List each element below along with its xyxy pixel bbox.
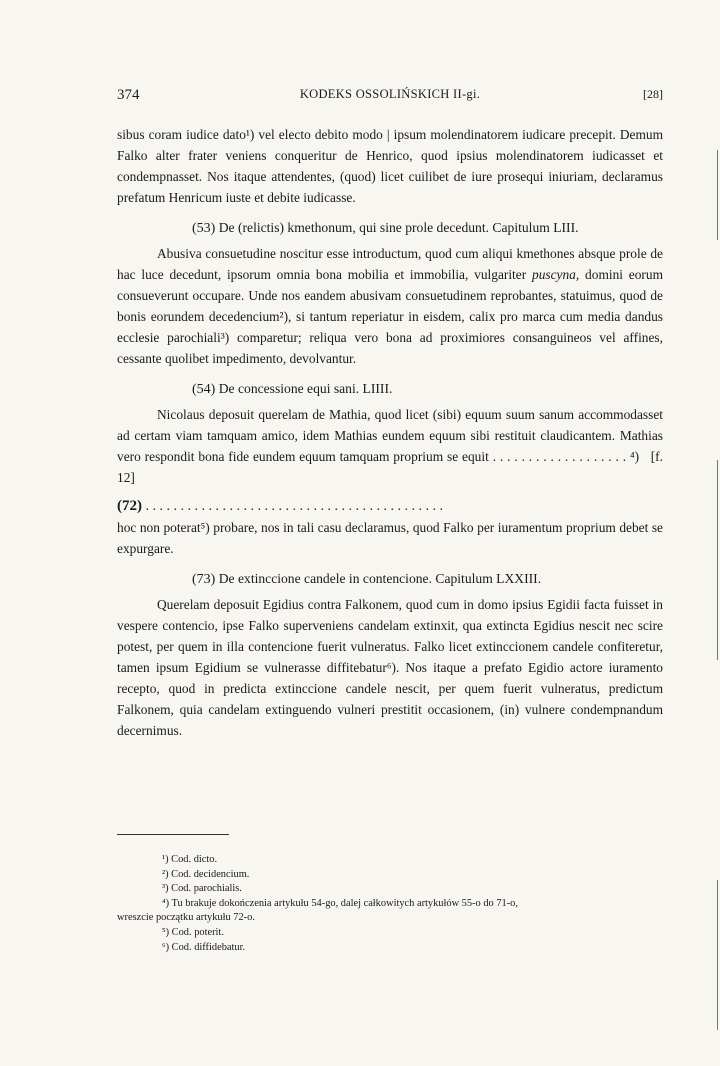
scan-edge-mark — [717, 150, 718, 240]
article-53-heading — [117, 217, 663, 240]
article-73-text: Querelam deposuit Egidius contra Falkonem, quod cum in domo ipsius Egidii facta fuisset in vespere contencio, ipse Falko superveniens candelam extinxit, qua extincta Egidius nescit nec scire potest, per quem in illa contencione fuerit vulneratus. Falko licet extinccionem candele confiteretur, tamen ipsum Egidium se vulnerasse diffitebatur⁶). Nos itaque a prefato Egidio actore iuramento recepto, quod in predicta extinccione candele nescit, per quem fuerit vulneratus, predictum Falkonem, quia candelam extinguendo vulneri prestitit occasionem, (in) vulnere condempnandum decernimus. — [117, 597, 663, 738]
footnote-rule — [117, 834, 229, 835]
article-54-title: De concessione equi sani. LIIII. — [218, 381, 393, 396]
footnote: ⁵) Cod. poterit. — [162, 926, 224, 938]
section-marker: [28] — [643, 87, 663, 101]
article-54-number: (54) — [192, 382, 216, 397]
footnote: ¹) Cod. dicto. — [162, 854, 218, 865]
footnote-continuation: wreszcie początku artykułu 72-o. — [117, 912, 255, 924]
running-title: KODEKS OSSOLIŃSKICH II-gi. — [299, 87, 481, 101]
main-text — [117, 124, 663, 741]
footnote: ²) Cod. decidencium. — [162, 868, 250, 880]
scan-edge-mark — [717, 460, 718, 660]
lacuna-dots: . . . . . . . . . . . . . . . . . . . . . . . . . . . . . . . . . . . . . . . . . . . — [145, 499, 443, 514]
article-72-number: (72) — [117, 498, 142, 514]
article-73-heading — [117, 568, 663, 591]
lacuna-dots: . . . . . . . . . . . . . . . . . . . ⁴) — [492, 449, 640, 464]
vulgar-term: puscyna, — [532, 267, 580, 282]
article-73-title: De extinccione candele in contencione. Capitulum LXXIII. — [218, 571, 542, 586]
page-number: 374 — [117, 87, 140, 103]
folio-marker: [f. 12] — [117, 449, 663, 485]
article-53-text: Abusiva consuetudine noscitur esse introductum, quod cum aliqui kmethones absque prole de hac luce decedunt, ipsorum omnia bona mobilia et immobilia, vulgariter puscyna, domini eorum consueverunt occupare. Unde nos eandem abusivam consuetudinem reprobantes, statuimus, quod de bonis eorundem decedencium²), si tantum reperiatur in eisdem, calix pro marca cum media dandus ecclesie parochiali³) comparetur; reliqua vero bona ad proximiores consanguineos vel affines, cessante quolibet impedimento, devolvantur. — [117, 246, 663, 366]
article-72-start — [117, 496, 663, 517]
running-header — [117, 87, 663, 107]
footnotes — [117, 853, 663, 955]
footnote: ³) Cod. parochialis. — [162, 883, 242, 895]
footnote: ⁶) Cod. diffidebatur. — [162, 941, 246, 953]
article-54-heading — [117, 378, 663, 401]
scan-edge-mark — [717, 880, 718, 1030]
article-54-text: Nicolaus deposuit querelam de Mathia, quod licet (sibi) equum suum sanum accommodasset ad certam viam tamquam amico, idem Mathias eundem equum sibi restituit claudicantem. Mathias vero respondit bona fide eundem equum tamquam proprium se equit . . . . . . . . . . . . . . . . . . . ⁴) [f. 12] — [117, 407, 663, 485]
continued-paragraph: sibus coram iudice dato¹) vel electo debito modo | ipsum molendinatorem iudicare precepit. Demum Falko alter frater veniens conqueritur de Henrico, quod ipsius molendinatorem iudicasset et condempnasset. Nos itaque attendentes, (quod) licet cuilibet de iure prosequi iniuriam, declaramus prefatum Henricum iuste et debite iudicasse. — [117, 127, 663, 205]
article-72-text: hoc non poterat⁵) probare, nos in tali casu declaramus, quod Falko per iuramentum proprium debet se expurgare. — [117, 520, 663, 556]
article-53-number: (53) — [192, 221, 216, 236]
footnote: ⁴) Tu brakuje dokończenia artykułu 54-go, dalej całkowitych artykułów 55-o do 71-o, — [162, 897, 518, 909]
article-73-number: (73) — [192, 572, 216, 587]
article-53-title: De (relictis) kmethonum, qui sine prole decedunt. Capitulum LIII. — [218, 220, 579, 235]
